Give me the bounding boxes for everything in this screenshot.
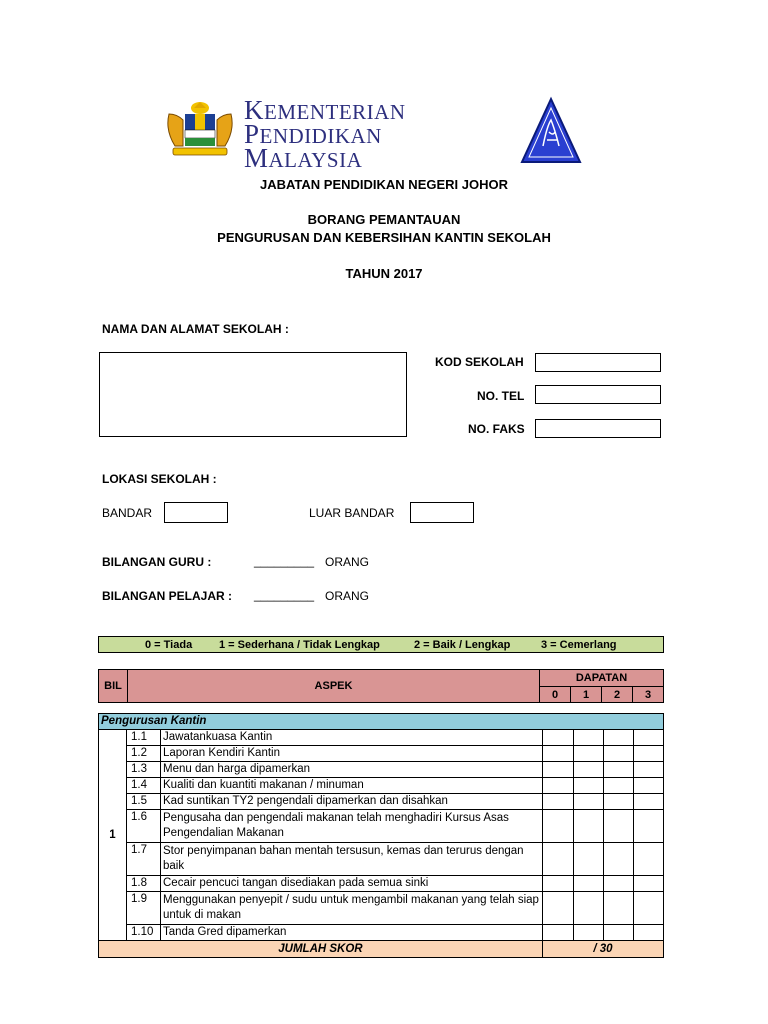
score-cell[interactable] <box>542 794 573 810</box>
section-number: 1 <box>99 730 127 941</box>
ministry-logo-text <box>244 95 406 173</box>
score-cell[interactable] <box>603 843 633 876</box>
table-row <box>99 843 664 876</box>
score-cell[interactable] <box>573 843 603 876</box>
logo-cap-2: P <box>244 119 260 149</box>
logo-rest-2: ENDIDIKAN <box>259 124 382 148</box>
score-header-3: 3 <box>633 687 664 703</box>
item-number: 1.9 <box>127 892 161 925</box>
legend-3: 3 = Cemerlang <box>541 638 617 651</box>
johor-emblem-logo <box>519 96 583 166</box>
legend-1: 1 = Sederhana / Tidak Lengkap <box>219 638 380 651</box>
score-cell[interactable] <box>603 762 633 778</box>
score-cell[interactable] <box>542 778 573 794</box>
bilangan-guru-blank[interactable]: _________ <box>254 554 315 568</box>
item-text: Laporan Kendiri Kantin <box>161 746 543 762</box>
item-text: Kualiti dan kuantiti makanan / minuman <box>161 778 543 794</box>
score-cell[interactable] <box>542 762 573 778</box>
legend-0: 0 = Tiada <box>145 638 193 651</box>
item-number: 1.10 <box>127 925 161 941</box>
bilangan-pelajar-blank[interactable]: _________ <box>254 588 315 602</box>
score-cell[interactable] <box>633 892 663 925</box>
department-title: JABATAN PENDIDIKAN NEGERI JOHOR <box>260 177 508 192</box>
no-tel-label: NO. TEL <box>477 389 525 403</box>
score-cell[interactable] <box>542 892 573 925</box>
score-cell[interactable] <box>542 746 573 762</box>
score-cell[interactable] <box>573 794 603 810</box>
school-name-label: NAMA DAN ALAMAT SEKOLAH : <box>102 322 289 336</box>
col-dapatan-header: DAPATAN <box>540 670 664 687</box>
lokasi-label: LOKASI SEKOLAH : <box>102 472 217 486</box>
item-number: 1.6 <box>127 810 161 843</box>
score-cell[interactable] <box>542 810 573 843</box>
table-row <box>99 876 664 892</box>
item-text: Pengusaha dan pengendali makanan telah menghadiri Kursus Asas Pengendalian Makanan <box>161 810 543 843</box>
score-cell[interactable] <box>573 876 603 892</box>
score-cell[interactable] <box>603 925 633 941</box>
item-number: 1.7 <box>127 843 161 876</box>
score-cell[interactable] <box>603 730 633 746</box>
score-legend <box>98 636 664 653</box>
score-cell[interactable] <box>633 810 663 843</box>
score-cell[interactable] <box>603 794 633 810</box>
table-row <box>99 925 664 941</box>
school-name-address-field[interactable] <box>99 352 407 437</box>
score-cell[interactable] <box>573 925 603 941</box>
table-row <box>99 892 664 925</box>
item-text: Tanda Gred dipamerkan <box>161 925 543 941</box>
no-tel-field[interactable] <box>535 385 661 404</box>
table-header <box>98 669 664 703</box>
bilangan-guru-label: BILANGAN GURU : <box>102 555 212 569</box>
item-number: 1.5 <box>127 794 161 810</box>
score-cell[interactable] <box>633 876 663 892</box>
score-cell[interactable] <box>633 843 663 876</box>
col-bil-header: BIL <box>99 670 128 703</box>
coat-of-arms-logo <box>163 100 238 160</box>
bilangan-pelajar-unit: ORANG <box>325 589 370 603</box>
score-cell[interactable] <box>573 730 603 746</box>
section-title: Pengurusan Kantin <box>99 714 664 730</box>
score-cell[interactable] <box>542 843 573 876</box>
form-title: BORANG PEMANTAUAN <box>307 212 461 227</box>
item-text: Jawatankuasa Kantin <box>161 730 543 746</box>
score-cell[interactable] <box>633 746 663 762</box>
score-header-1: 1 <box>571 687 602 703</box>
bilangan-pelajar-label: BILANGAN PELAJAR : <box>102 589 233 603</box>
bilangan-guru-unit: ORANG <box>325 555 370 569</box>
score-cell[interactable] <box>603 778 633 794</box>
table-row <box>99 810 664 843</box>
score-cell[interactable] <box>633 730 663 746</box>
score-cell[interactable] <box>633 925 663 941</box>
item-text: Cecair pencuci tangan disediakan pada semua sinki <box>161 876 543 892</box>
item-text: Menu dan harga dipamerkan <box>161 762 543 778</box>
bandar-checkbox[interactable] <box>164 502 228 523</box>
luar-bandar-checkbox[interactable] <box>410 502 474 523</box>
total-score-value: / 30 <box>542 941 663 958</box>
score-cell[interactable] <box>542 876 573 892</box>
table-row <box>99 730 664 746</box>
table-row <box>99 778 664 794</box>
no-faks-label: NO. FAKS <box>468 422 525 436</box>
score-cell[interactable] <box>573 746 603 762</box>
no-faks-field[interactable] <box>535 419 661 438</box>
table-row <box>99 746 664 762</box>
legend-2: 2 = Baik / Lengkap <box>414 638 511 651</box>
score-cell[interactable] <box>573 892 603 925</box>
item-text: Kad suntikan TY2 pengendali dipamerkan dan disahkan <box>161 794 543 810</box>
score-header-0: 0 <box>540 687 571 703</box>
score-cell[interactable] <box>603 746 633 762</box>
logo-cap-1: K <box>244 95 264 125</box>
logo-cap-3: M <box>244 143 269 173</box>
item-number: 1.8 <box>127 876 161 892</box>
item-number: 1.2 <box>127 746 161 762</box>
item-number: 1.3 <box>127 762 161 778</box>
item-text: Stor penyimpanan bahan mentah tersusun, kemas dan terurus dengan baik <box>161 843 543 876</box>
kod-sekolah-field[interactable] <box>535 353 661 372</box>
score-cell[interactable] <box>633 762 663 778</box>
score-cell[interactable] <box>603 892 633 925</box>
total-score-label: JUMLAH SKOR <box>99 941 543 958</box>
bandar-label: BANDAR <box>102 506 153 520</box>
score-cell[interactable] <box>573 810 603 843</box>
item-number: 1.4 <box>127 778 161 794</box>
item-text: Menggunakan penyepit / sudu untuk mengambil makanan yang telah siap untuk di makan <box>161 892 543 925</box>
score-cell[interactable] <box>573 778 603 794</box>
score-cell[interactable] <box>542 730 573 746</box>
score-cell[interactable] <box>542 925 573 941</box>
luar-bandar-label: LUAR BANDAR <box>309 506 395 520</box>
aspect-table <box>98 713 664 958</box>
score-cell[interactable] <box>603 876 633 892</box>
score-cell[interactable] <box>633 794 663 810</box>
form-subtitle: PENGURUSAN DAN KEBERSIHAN KANTIN SEKOLAH <box>217 230 551 245</box>
col-aspek-header: ASPEK <box>128 670 540 703</box>
logo-rest-3: ALAYSIA <box>268 148 363 172</box>
score-cell[interactable] <box>603 810 633 843</box>
kod-sekolah-label: KOD SEKOLAH <box>435 355 524 369</box>
table-row <box>99 762 664 778</box>
score-cell[interactable] <box>633 778 663 794</box>
table-row <box>99 794 664 810</box>
score-header-2: 2 <box>602 687 633 703</box>
logo-rest-1: EMENTERIAN <box>264 100 406 124</box>
item-number: 1.1 <box>127 730 161 746</box>
score-cell[interactable] <box>573 762 603 778</box>
form-year: TAHUN 2017 <box>345 266 423 281</box>
